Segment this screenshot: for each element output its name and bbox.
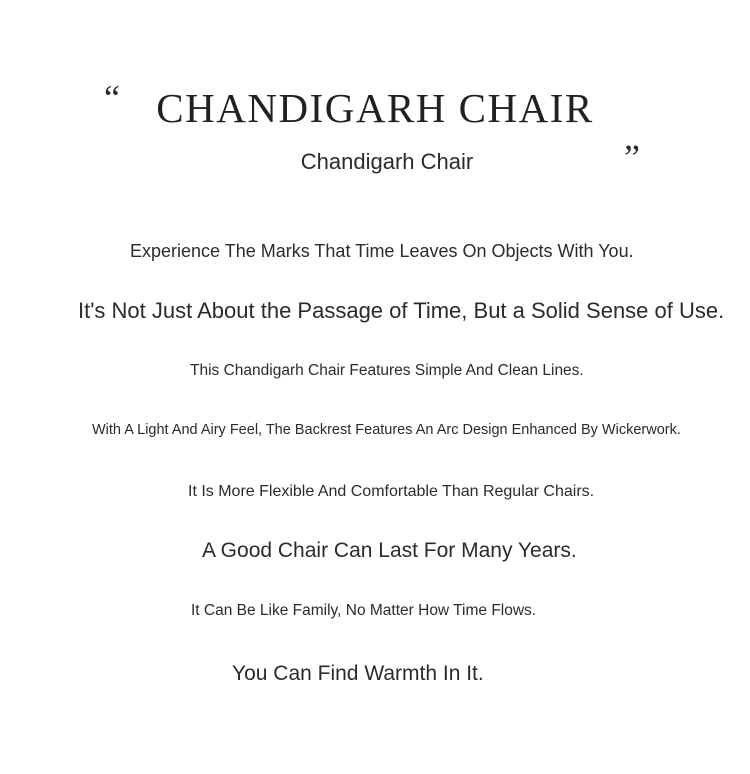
description-line: This Chandigarh Chair Features Simple And Clean Lines. [190,362,584,379]
description-line: It's Not Just About the Passage of Time, But a Solid Sense of Use. [78,298,725,323]
description-line: It Can Be Like Family, No Matter How Time Flows. [191,602,537,619]
closing-line: You Can Find Warmth In It. [232,662,484,685]
tagline-text: Experience The Marks That Time Leaves On Objects With You. [130,241,634,261]
open-quote-mark: “ [104,78,120,118]
description-line: It Is More Flexible And Comfortable Than Regular Chairs. [188,483,595,500]
page-title: CHANDIGARH CHAIR [156,85,594,131]
close-quote-mark: „ [624,117,640,157]
description-line: A Good Chair Can Last For Many Years. [202,539,577,562]
page-subtitle: Chandigarh Chair [300,149,474,174]
description-line: With A Light And Airy Feel, The Backrest Features An Arc Design Enhanced By Wickerwork. [92,422,681,438]
